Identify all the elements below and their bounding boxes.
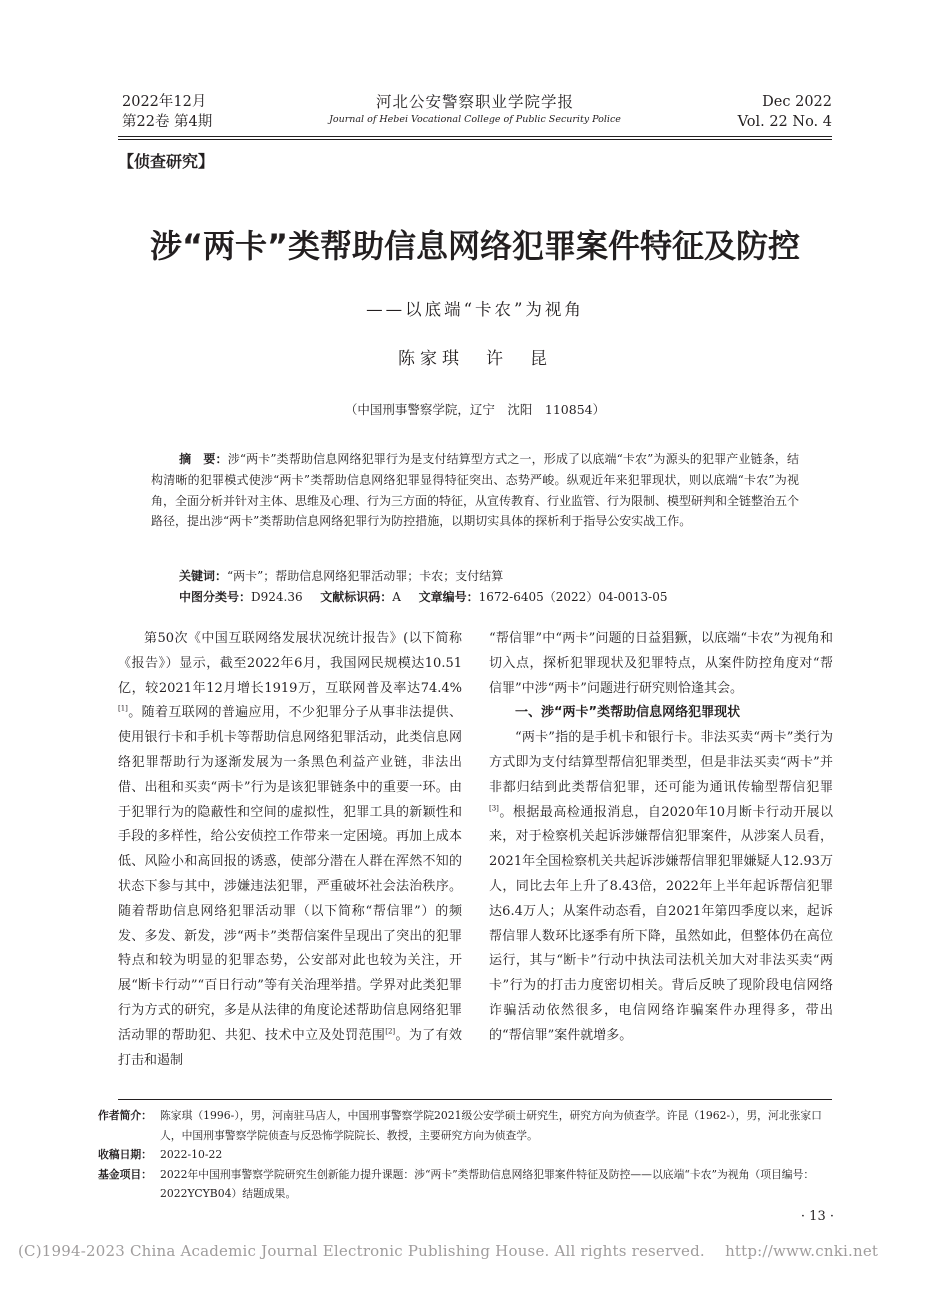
abstract	[151, 449, 799, 532]
footnote-received-text: 2022-10-22	[160, 1148, 223, 1161]
header-volume-cn: 第22卷 第4期	[122, 114, 213, 130]
article-title: 涉“两卡”类帮助信息网络犯罪案件特征及防控	[149, 227, 801, 265]
abstract-text: 涉“两卡”类帮助信息网络犯罪行为是支付结算型方式之一，形成了以底端“卡农”为源头的犯罪产业链条，结构清晰的犯罪模式使涉“两卡”类帮助信息网络犯罪显得特征突出、态势严峻。纵观近年来犯罪现状，则以底端“卡农”为视角，全面分析并针对主体、思维及心理、行为三方面的特征，从宣传教育、行业监管、行为限制、模型研判和全链整治五个路径，提出涉“两卡”类帮助信息网络犯罪行为防控措施，以期切实具体的探析利于指导公安实战工作。	[151, 452, 800, 529]
keywords-label: 关键词：	[179, 569, 228, 583]
body-column-right	[489, 627, 833, 1049]
header-date-cn: 2022年12月	[122, 94, 207, 110]
footnote-fund	[98, 1165, 836, 1204]
header-rule-thick	[118, 136, 832, 137]
page-number: · 13 ·	[800, 1209, 834, 1224]
footnote-author-label: 作者简介：	[98, 1109, 152, 1122]
classification	[179, 587, 799, 608]
affiliation: （中国刑事警察学院，辽宁 沈阳 110854）	[344, 402, 606, 417]
article-number-value: 1672-6405（2022）04-0013-05	[478, 590, 668, 604]
clc-value: D924.36	[251, 590, 303, 604]
body-paragraph	[489, 726, 833, 1048]
paragraph-text-1c: 。为了有效打击和遏制	[118, 1027, 462, 1068]
header-date-en: Dec 2022	[762, 94, 832, 110]
header-rule-thin	[118, 139, 832, 140]
copyright-watermark: (C)1994-2023 China Academic Journal Electronic Publishing House. All rights reserved. http://www.cnki.net	[18, 1242, 879, 1260]
reference-mark[interactable]: [2]	[385, 1027, 396, 1036]
article-subtitle: ——以底端“卡农”为视角	[366, 300, 584, 319]
body-column-left	[118, 627, 462, 1073]
footnote-rule	[118, 1099, 832, 1100]
section-heading-1: 一、涉“两卡”类帮助信息网络犯罪现状	[515, 705, 741, 721]
clc-label: 中图分类号：	[179, 590, 252, 604]
paragraph-text-1a: 第50次《中国互联网络发展状况统计报告》(以下简称《报告》）显示，截至2022年6月，我国网民规模达10.51亿，较2021年12月增长1919万，互联网普及率达74.4%	[118, 631, 462, 696]
paragraph-text-1b: 。随着互联网的普遍应用，不少犯罪分子从事非法提供、使用银行卡和手机卡等帮助信息网络犯罪活动，此类信息网络犯罪帮助行为逐渐发展为一条黑色利益产业链，非法出借、出租和买卖“两卡”行为是该犯罪链条中的重要一环。由于犯罪行为的隐蔽性和空间的虚拟性，犯罪工具的新颖性和手段的多样性，给公安侦控工作带来一定困境。再加上成本低、风险小和高回报的诱惑，使部分潜在人群在浑然不知的状态下参与其中，涉嫌违法犯罪，严重破坏社会法治秩序。随着帮助信息网络犯罪活动罪（以下简称“帮信罪”）的频发、多发、新发，涉“两卡”类帮信案件呈现出了突出的犯罪特点和较为明显的犯罪态势，公安部对此也较为关注，开展“断卡行动”“百日行动”等有关治理举措。学界对此类犯罪行为方式的研究，多是从法律的角度论述帮助信息网络犯罪活动罪的帮助犯、共犯、技术中立及处罚范围	[118, 705, 462, 1043]
section-tag: 【侦查研究】	[118, 152, 215, 171]
doc-code-label: 文献标识码：	[320, 590, 393, 604]
footnote-author	[98, 1106, 836, 1145]
authors: 陈家琪 许 昆	[398, 349, 552, 369]
header-volume-en: Vol. 22 No. 4	[737, 114, 832, 130]
body-paragraph-continued: “帮信罪”中“两卡”问题的日益猖獗，以底端“卡农”为视角和切入点，探析犯罪现状及犯罪特点，从案件防控角度对“帮信罪”中涉“两卡”问题进行研究则恰逢其会。	[489, 631, 833, 696]
keywords	[179, 566, 799, 587]
paragraph-text-2a: “两卡”指的是手机卡和银行卡。非法买卖“两卡”类行为方式即为支付结算型帮信犯罪类型，但是非法买卖“两卡”并非都归结到此类帮信犯罪，还可能为通讯传输型帮信犯罪	[489, 730, 833, 795]
reference-mark[interactable]: [3]	[489, 804, 499, 813]
footnotes	[98, 1106, 836, 1204]
doc-code-value: A	[392, 590, 401, 604]
footnote-received	[98, 1145, 836, 1165]
journal-name-en: Journal of Hebei Vocational College of Public Security Police	[329, 114, 621, 125]
body-paragraph	[118, 627, 462, 1073]
footnote-received-label: 收稿日期：	[98, 1148, 152, 1161]
reference-mark[interactable]: [1]	[118, 705, 128, 714]
abstract-label: 摘 要：	[179, 452, 228, 466]
journal-name-cn: 河北公安警察职业学院学报	[375, 93, 574, 111]
footnote-author-text: 陈家琪（1996-），男，河南驻马店人，中国刑事警察学院2021级公安学硕士研究生，研究方向为侦查学。许昆（1962-），男，河北张家口人，中国刑事警察学院侦查与反恐怖学院院长、教授，主要研究方向为侦查学。	[160, 1109, 822, 1142]
keywords-text: “两卡”；帮助信息网络犯罪活动罪；卡农；支付结算	[227, 569, 504, 583]
paragraph-text-2b: 。根据最高检通报消息，自2020年10月断卡行动开展以来，对于检察机关起诉涉嫌帮信犯罪案件，从涉案人员看，2021年全国检察机关共起诉涉嫌帮信罪犯罪嫌疑人12.93万人，同比去年上升了8.43倍，2022年上半年起诉帮信犯罪达6.4万人；从案件动态看，自2021年第四季度以来，起诉帮信罪人数环比逐季有所下降，虽然如此，但整体仍在高位运行，其与“断卡”行动中执法司法机关加大对非法买卖“两卡”行为的打击力度密切相关。背后反映了现阶段电信网络诈骗活动依然很多，电信网络诈骗案件办理得多，带出的“帮信罪”案件就增多。	[489, 804, 833, 1043]
keywords-block	[179, 566, 799, 608]
article-number-label: 文章编号：	[418, 590, 479, 604]
header-issue-en	[738, 92, 832, 132]
footnote-fund-label: 基金项目：	[98, 1167, 152, 1181]
footnote-fund-text: 2022年中国刑事警察学院研究生创新能力提升课题：涉“两卡”类帮助信息网络犯罪案件特征及防控——以底端“卡农”为视角（项目编号：2022YCYB04）结题成果。	[160, 1167, 815, 1200]
